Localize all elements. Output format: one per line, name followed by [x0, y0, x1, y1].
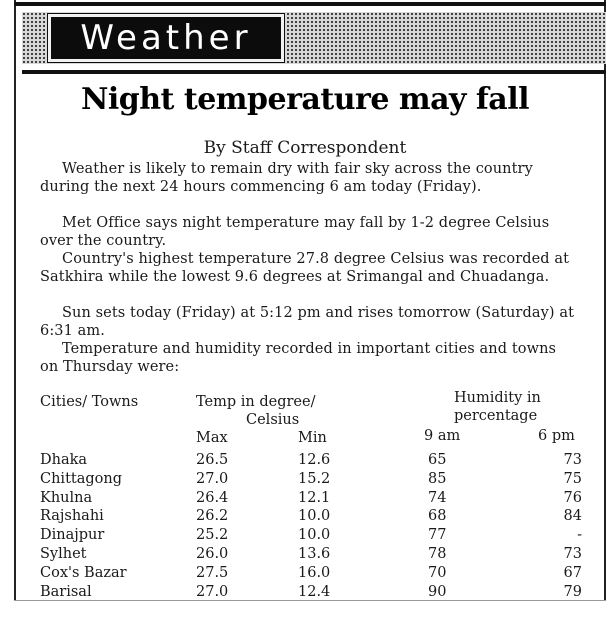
header-temp-unit: Celsius [246, 412, 300, 428]
cell-city: Chittagong [40, 470, 123, 487]
cell-min: 13.6 [298, 546, 331, 562]
header-humidity: Humidity in [454, 390, 541, 406]
cell-max: 25.2 [196, 527, 229, 544]
cell-max: 27.0 [196, 470, 229, 487]
bottom-rule [14, 600, 606, 601]
cell-min: 12.1 [298, 489, 331, 506]
header-9am: 9 am [424, 428, 461, 444]
cell-6pm: 79 [563, 583, 582, 600]
paragraph: Met Office says night temperature may fall by 1-2 degree Celsius over the country. [40, 215, 550, 249]
cell-6pm: 75 [563, 470, 582, 487]
cell-max: 27.5 [196, 564, 229, 581]
cell-9am: 78 [428, 546, 447, 562]
cell-max: 26.5 [196, 452, 229, 468]
cell-9am: 65 [428, 452, 447, 468]
cell-9am: 68 [428, 508, 447, 525]
cell-6pm: 84 [563, 508, 582, 525]
header-max: Max [196, 430, 228, 446]
header-humidity-unit: percentage [454, 408, 538, 424]
cell-city: Cox's Bazar [40, 564, 127, 581]
cell-9am: 74 [428, 489, 447, 506]
cell-6pm: - [577, 527, 582, 544]
header-min: Min [298, 430, 327, 446]
cell-6pm: 67 [563, 564, 582, 581]
cell-city: Barisal [40, 583, 92, 600]
header-temp: Temp in degree/ [196, 394, 316, 410]
cell-min: 16.0 [298, 564, 331, 581]
cell-max: 26.4 [196, 489, 229, 506]
cell-max: 27.0 [196, 583, 229, 600]
cell-city: Khulna [40, 489, 93, 506]
header-6pm: 6 pm [538, 428, 575, 444]
cell-city: Rajshahi [40, 508, 104, 525]
cell-9am: 77 [428, 527, 447, 544]
paragraph: Country's highest temperature 27.8 degree Celsius was recorded at Satkhira while the lowest 9.6 degrees at Srimangal and Chuadanga. [40, 251, 570, 285]
cell-9am: 85 [428, 470, 447, 487]
cell-city: Sylhet [40, 546, 87, 562]
cell-min: 15.2 [298, 470, 331, 487]
header-cities: Cities/ Towns [40, 394, 139, 410]
cell-min: 10.0 [298, 527, 331, 544]
cell-9am: 70 [428, 564, 447, 581]
headline: Night temperature may fall [80, 82, 530, 117]
top-rule [14, 2, 606, 6]
paragraph: Temperature and humidity recorded in important cities and towns on Thursday were: [40, 341, 557, 375]
paragraph: Weather is likely to remain dry with fair sky across the country during the next 24 hours commencing 6 am today (Friday). [40, 161, 533, 195]
cell-6pm: 76 [563, 489, 582, 506]
cell-9am: 90 [428, 583, 447, 600]
cell-min: 12.6 [298, 452, 331, 468]
cell-6pm: 73 [563, 546, 582, 562]
paragraph: Sun sets today (Friday) at 5:12 pm and rises tomorrow (Saturday) at 6:31 am. [40, 305, 575, 339]
section-banner [48, 14, 284, 62]
cell-city: Dhaka [40, 452, 88, 468]
cell-6pm: 73 [563, 452, 582, 468]
cell-min: 10.0 [298, 508, 331, 525]
headline-rule [22, 70, 606, 74]
cell-max: 26.2 [196, 508, 229, 525]
cell-max: 26.0 [196, 546, 229, 562]
cell-min: 12.4 [298, 583, 331, 600]
section-label: Weather [80, 18, 252, 58]
cell-city: Dinajpur [40, 527, 105, 544]
byline: By Staff Correspondent [203, 138, 407, 158]
